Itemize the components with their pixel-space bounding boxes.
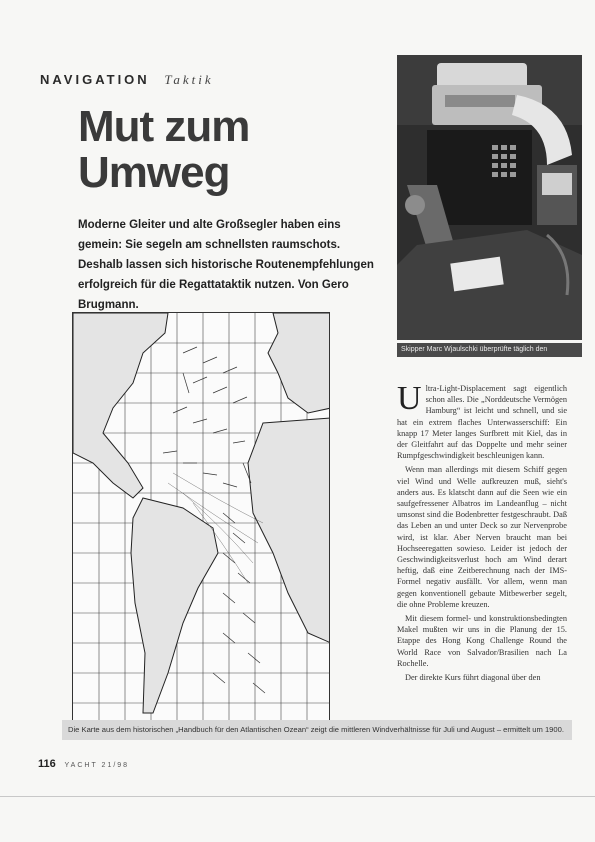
page-number: 116 (38, 758, 56, 770)
headline (78, 104, 378, 196)
map-caption: Die Karte aus dem historischen „Handbuch für den Atlantischen Ozean“ zeigt die mittleren Windverhältnisse für Juli und August – ermittelt um 1900. (62, 720, 572, 740)
body-paragraph-4: Der direkte Kurs führt diagonal über den (405, 673, 541, 683)
wind-map-illustration (73, 313, 330, 722)
navigation-station-photo (397, 55, 582, 340)
body-paragraph-3: Mit diesem formel- und konstruktionsbedingten Makel mußten wir uns in die Planung der 15. Etappe des Hong Kong Challenge Round the World Race von Salvador/Brasilien nach La Rochelle. (397, 614, 567, 668)
photo-caption: Skipper Marc Wjaulschki überprüfte täglich den (397, 343, 582, 357)
headline-line-2: Umweg (78, 148, 230, 197)
bottom-rule (0, 796, 595, 797)
body-paragraph-2: Wenn man allerdings mit diesem Schiff gegen viel Wind und Welle aufkreuzen muß, sieht's anders aus. Es klatscht dann auf die Seen wie ein saufgefressener Albatros im Landeanflug – nicht umsonst sind die Bodenbretter festgeschraubt. Daß das Leben an und unter Deck so zur Nervenprobe wird, ist klar. Aber Nerven braucht man bei Hochseeregatten sowieso. Leider ist jedoch der Geschwindigkeitsverlust hoch am Wind derart heftig, daß eine Zeitberechnung nach der IMS-Formel negativ ausfällt. Vor allem, wenn man gegen konventionell gebaute Mitbewerber segelt, die ohne Probleme kreuzen. (397, 465, 567, 609)
page-footer (38, 758, 129, 770)
section-label: NAVIGATION (40, 72, 150, 87)
body-paragraph-1 (397, 380, 567, 461)
section-rubric (40, 72, 214, 88)
historical-wind-map (72, 312, 330, 722)
headline-line-1: Mut zum (78, 102, 250, 151)
body-paragraph-1-text: ltra-Light-Displacement sagt eigentlich schon alles. Die „Norddeutsche Vermögen Hamburg“ ist leicht und schnell, und sie hat ein extrem flaches Unterwasserschiff: Ein knapp 17 Meter langes Surfbrett mit Kiel, das in der Gleitfahrt auf das Doppelte und mehr seiner Rumpfgeschwindigkeit beschleunigen kann. (397, 384, 567, 461)
drop-cap: U (397, 380, 422, 417)
subsection-label: Taktik (164, 72, 214, 87)
lead-paragraph: Moderne Gleiter und alte Großsegler haben eins gemein: Sie segeln am schnellsten raumschots. Deshalb lassen sich historische Routenempfehlungen erfolgreich für die Regattataktik nutzen. Von Gero Brugmann. (78, 219, 374, 311)
photo-illustration (397, 55, 582, 340)
magazine-issue: YACHT 21/98 (64, 762, 130, 769)
article-body (397, 380, 567, 686)
